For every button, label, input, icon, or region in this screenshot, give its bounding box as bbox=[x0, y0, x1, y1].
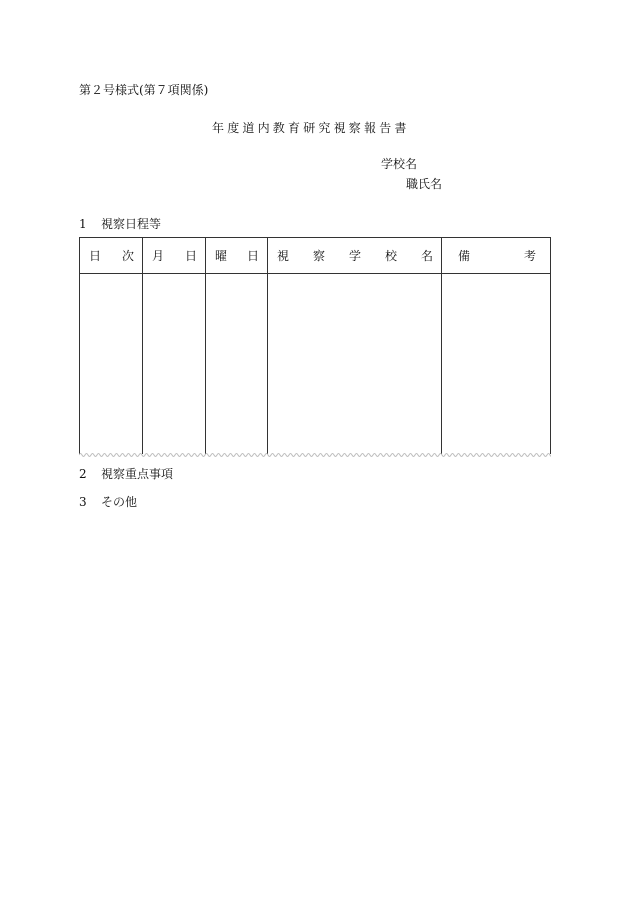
header-char: 日 bbox=[246, 249, 259, 263]
tear-edge-divider bbox=[79, 451, 551, 459]
form-number: 第２号様式(第７項関係) bbox=[79, 83, 209, 97]
column-day-number bbox=[80, 238, 143, 454]
header-char: 日 bbox=[89, 249, 102, 263]
section-2-heading bbox=[79, 465, 173, 482]
header-char: 備 bbox=[458, 249, 471, 263]
section-label: その他 bbox=[101, 495, 138, 509]
column-month-day bbox=[143, 238, 206, 454]
column-weekday bbox=[206, 238, 268, 454]
section-number: 1 bbox=[79, 217, 87, 231]
position-name-label: 職氏名 bbox=[406, 177, 443, 191]
header-char: 考 bbox=[523, 249, 536, 263]
header-char: 日 bbox=[184, 249, 197, 263]
column-header bbox=[442, 238, 550, 274]
header-char: 察 bbox=[312, 249, 325, 263]
column-header bbox=[80, 238, 142, 274]
section-label: 視察日程等 bbox=[101, 217, 162, 231]
section-1-heading bbox=[79, 215, 161, 232]
section-number: 2 bbox=[79, 467, 87, 481]
header-char: 名 bbox=[420, 249, 433, 263]
column-header bbox=[268, 238, 441, 274]
column-visited-school bbox=[268, 238, 442, 454]
section-number: 3 bbox=[79, 495, 87, 509]
document-title: 年度道内教育研究視察報告書 bbox=[212, 121, 410, 135]
column-header bbox=[143, 238, 205, 274]
header-char: 視 bbox=[277, 249, 290, 263]
header-char: 学 bbox=[348, 249, 361, 263]
section-3-heading bbox=[79, 493, 137, 510]
header-char: 曜 bbox=[215, 249, 228, 263]
header-char: 月 bbox=[152, 249, 165, 263]
section-label: 視察重点事項 bbox=[101, 467, 174, 481]
school-name-label: 学校名 bbox=[381, 157, 418, 171]
header-char: 次 bbox=[121, 249, 134, 263]
header-char: 校 bbox=[384, 249, 397, 263]
column-remarks bbox=[442, 238, 550, 454]
schedule-table bbox=[79, 237, 551, 454]
column-header bbox=[206, 238, 267, 274]
